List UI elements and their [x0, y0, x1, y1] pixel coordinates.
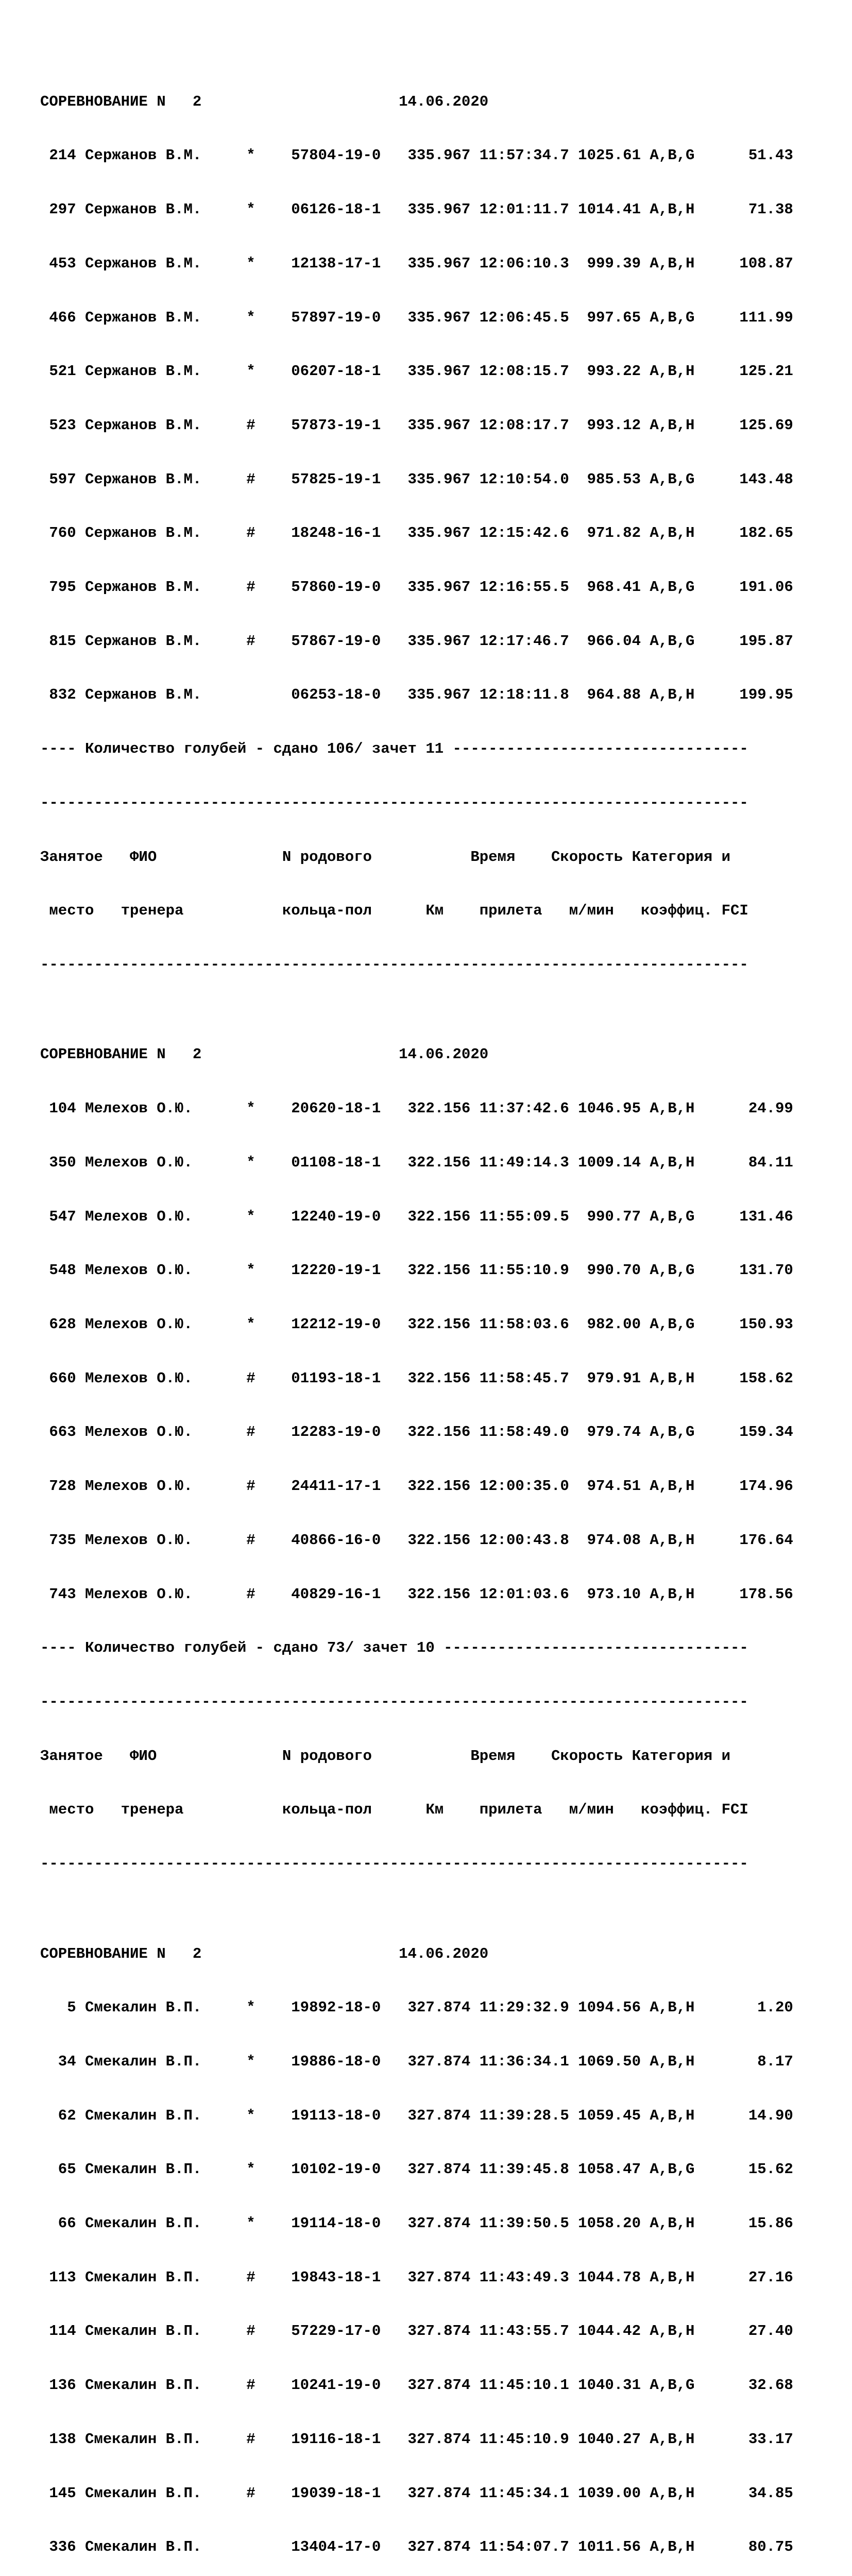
table-row: 663 Мелехов О.Ю. # 12283-19-0 322.156 11:58:49.0 979.74 A,B,G 159.34 — [40, 1423, 793, 1441]
table-row: 350 Мелехов О.Ю. * 01108-18-1 322.156 11:49:14.3 1009.14 A,B,H 84.11 — [40, 1154, 793, 1171]
column-header-line2: место тренера кольца-пол Км прилета м/мин коэффиц. FCI — [40, 902, 748, 920]
table-row: 65 Смекалин В.П. * 10102-19-0 327.874 11:39:45.8 1058.47 A,B,G 15.62 — [40, 2161, 793, 2178]
column-header-line2: место тренера кольца-пол Км прилета м/мин коэффиц. FCI — [40, 1801, 748, 1819]
section-heading: СОРЕВНОВАНИЕ N 2 14.06.2020 — [40, 1945, 489, 1962]
table-row: 660 Мелехов О.Ю. # 01193-18-1 322.156 11:58:45.7 979.91 A,B,H 158.62 — [40, 1369, 793, 1387]
section-footer: ---- Количество голубей - сдано 73/ зачет 10 ---------------------------------- — [40, 1639, 748, 1657]
table-row: 114 Смекалин В.П. # 57229-17-0 327.874 11:43:55.7 1044.42 A,B,H 27.40 — [40, 2323, 793, 2340]
table-row: 66 Смекалин В.П. * 19114-18-0 327.874 11:39:50.5 1058.20 A,B,H 15.86 — [40, 2215, 793, 2232]
table-row: 336 Смекалин В.П. 13404-17-0 327.874 11:54:07.7 1011.56 A,B,H 80.75 — [40, 2538, 793, 2556]
separator-rule: ------------------------------------------------------------------------------- — [40, 1855, 748, 1873]
table-row: 523 Сержанов В.М. # 57873-19-1 335.967 12:08:17.7 993.12 A,B,H 125.69 — [40, 416, 793, 434]
table-row: 628 Мелехов О.Ю. * 12212-19-0 322.156 11:58:03.6 982.00 A,B,G 150.93 — [40, 1316, 793, 1333]
table-row: 113 Смекалин В.П. # 19843-18-1 327.874 11:43:49.3 1044.78 A,B,H 27.16 — [40, 2268, 793, 2286]
table-row: 34 Смекалин В.П. * 19886-18-0 327.874 11:36:34.1 1069.50 A,B,H 8.17 — [40, 2053, 793, 2070]
section-heading: СОРЕВНОВАНИЕ N 2 14.06.2020 — [40, 1046, 489, 1063]
table-row: 795 Сержанов В.М. # 57860-19-0 335.967 12:16:55.5 968.41 A,B,G 191.06 — [40, 579, 793, 596]
section-footer: ---- Количество голубей - сдано 106/ зачет 11 --------------------------------- — [40, 740, 748, 758]
table-row: 297 Сержанов В.М. * 06126-18-1 335.967 12:01:11.7 1014.41 A,B,H 71.38 — [40, 201, 793, 218]
table-row: 214 Сержанов В.М. * 57804-19-0 335.967 11:57:34.7 1025.61 A,B,G 51.43 — [40, 147, 793, 164]
results-listing — [40, 39, 793, 2576]
table-row: 760 Сержанов В.М. # 18248-16-1 335.967 12:15:42.6 971.82 A,B,H 182.65 — [40, 524, 793, 542]
table-row: 104 Мелехов О.Ю. * 20620-18-1 322.156 11:37:42.6 1046.95 A,B,H 24.99 — [40, 1100, 793, 1117]
table-row: 735 Мелехов О.Ю. # 40866-16-0 322.156 12:00:43.8 974.08 A,B,H 176.64 — [40, 1531, 793, 1549]
table-row: 136 Смекалин В.П. # 10241-19-0 327.874 11:45:10.1 1040.31 A,B,G 32.68 — [40, 2377, 793, 2394]
table-row: 597 Сержанов В.М. # 57825-19-1 335.967 12:10:54.0 985.53 A,B,G 143.48 — [40, 470, 793, 488]
table-row: 138 Смекалин В.П. # 19116-18-1 327.874 11:45:10.9 1040.27 A,B,H 33.17 — [40, 2430, 793, 2448]
table-row: 521 Сержанов В.М. * 06207-18-1 335.967 12:08:15.7 993.22 A,B,H 125.21 — [40, 363, 793, 380]
column-header-line1: Занятое ФИО N родового Время Скорость Категория и — [40, 1747, 731, 1765]
column-header-line1: Занятое ФИО N родового Время Скорость Категория и — [40, 848, 731, 866]
separator-rule: ------------------------------------------------------------------------------- — [40, 956, 748, 973]
table-row: 145 Смекалин В.П. # 19039-18-1 327.874 11:45:34.1 1039.00 A,B,H 34.85 — [40, 2484, 793, 2502]
table-row: 453 Сержанов В.М. * 12138-17-1 335.967 12:06:10.3 999.39 A,B,H 108.87 — [40, 255, 793, 272]
table-row: 5 Смекалин В.П. * 19892-18-0 327.874 11:29:32.9 1094.56 A,B,H 1.20 — [40, 1999, 793, 2016]
table-row: 466 Сержанов В.М. * 57897-19-0 335.967 12:06:45.5 997.65 A,B,G 111.99 — [40, 309, 793, 326]
section-heading: СОРЕВНОВАНИЕ N 2 14.06.2020 — [40, 93, 489, 110]
table-row: 743 Мелехов О.Ю. # 40829-16-1 322.156 12:01:03.6 973.10 A,B,H 178.56 — [40, 1585, 793, 1603]
table-row: 547 Мелехов О.Ю. * 12240-19-0 322.156 11:55:09.5 990.77 A,B,G 131.46 — [40, 1208, 793, 1225]
table-row: 832 Сержанов В.М. 06253-18-0 335.967 12:18:11.8 964.88 A,B,H 199.95 — [40, 686, 793, 704]
separator-rule: ------------------------------------------------------------------------------- — [40, 794, 748, 811]
table-row: 62 Смекалин В.П. * 19113-18-0 327.874 11:39:28.5 1059.45 A,B,H 14.90 — [40, 2107, 793, 2124]
table-row: 815 Сержанов В.М. # 57867-19-0 335.967 12:17:46.7 966.04 A,B,G 195.87 — [40, 632, 793, 650]
table-row: 728 Мелехов О.Ю. # 24411-17-1 322.156 12:00:35.0 974.51 A,B,H 174.96 — [40, 1478, 793, 1495]
separator-rule: ------------------------------------------------------------------------------- — [40, 1693, 748, 1710]
table-row: 548 Мелехов О.Ю. * 12220-19-1 322.156 11:55:10.9 990.70 A,B,G 131.70 — [40, 1262, 793, 1279]
